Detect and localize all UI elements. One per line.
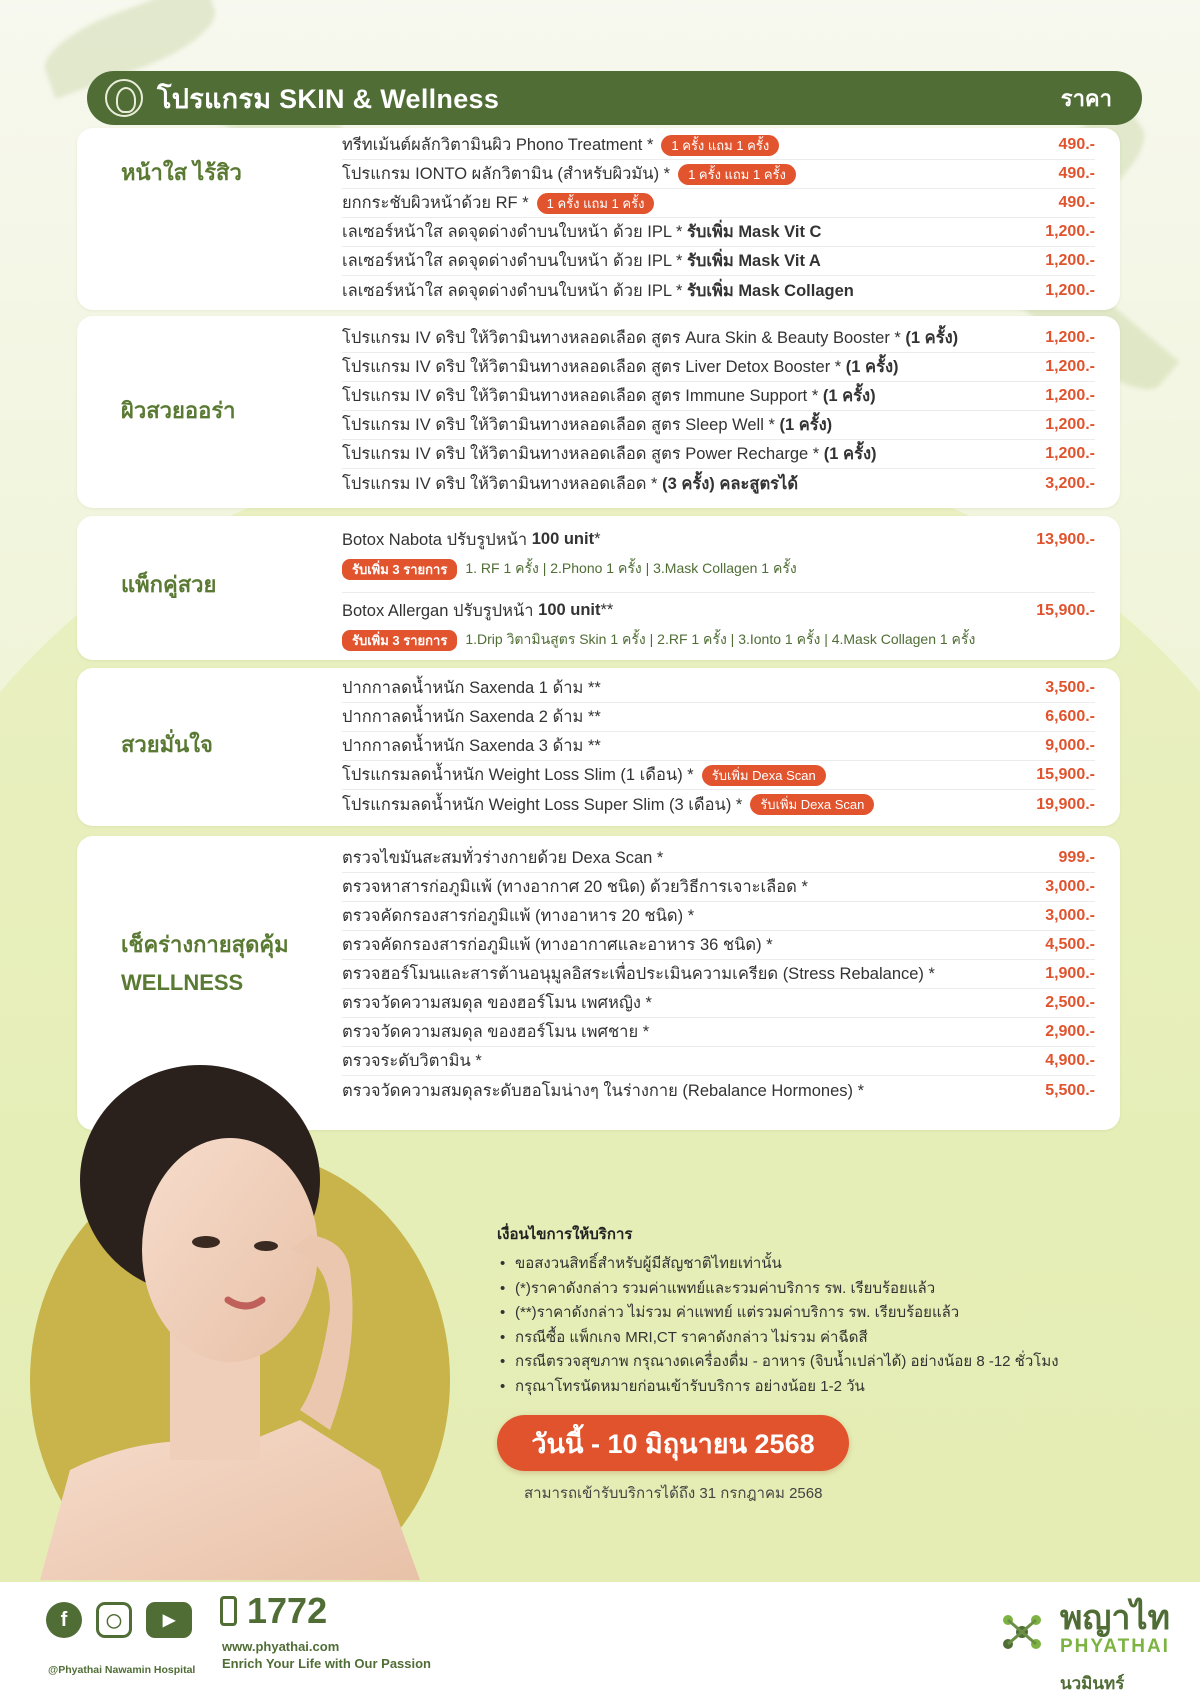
section-card-clear-skin [77, 128, 1120, 310]
price-row: โปรแกรม IONTO ผลักวิตามิน (สำหรับผิวมัน) * 1 ครั้ง แถม 1 ครั้ง 490.- [342, 160, 1095, 189]
bonus-badge: รับเพิ่ม 3 รายการ [342, 559, 457, 580]
section-title: ผิวสวยออร่า [121, 398, 236, 423]
social-handle: @Phyathai Nawamin Hospital [48, 1664, 196, 1676]
price-value: 1,900.- [1045, 965, 1095, 982]
price-column-label: ราคา [1060, 85, 1112, 111]
condition-item: • ขอสงวนสิทธิ์สำหรับผู้มีสัญชาติไทยเท่านั้น [497, 1252, 1137, 1277]
price-row: ปากกาลดน้ำหนัก Saxenda 3 ด้าม ** 9,000.- [342, 732, 1095, 761]
divider [342, 592, 1095, 593]
promo-badge: 1 ครั้ง แถม 1 ครั้ง [678, 164, 796, 185]
price-value: 5,500.- [1045, 1081, 1095, 1099]
promo-badge: รับเพิ่ม Dexa Scan [702, 765, 826, 786]
condition-item: • กรณีตรวจสุขภาพ กรุณางดเครื่องดื่ม - อาหาร (จิบน้ำเปล่าได้) อย่างน้อย 8 -12 ชั่วโมง [497, 1350, 1137, 1375]
bonus-detail: รับเพิ่ม 3 รายการ 1.Drip วิตามินสูตร Skin 1 ครั้ง | 2.RF 1 ครั้ง | 3.Ionto 1 ครั้ง | 4.Mask Collagen 1 ครั้ง [342, 629, 975, 651]
model-portrait-image [0, 1050, 470, 1580]
price-value: 490.- [1058, 136, 1095, 153]
service-deadline-note: สามารถเข้ารับบริการได้ถึง 31 กรกฎาคม 2568 [524, 1485, 823, 1502]
price-row: ปากกาลดน้ำหนัก Saxenda 2 ด้าม ** 6,600.- [342, 703, 1095, 732]
price-row: ยกกระชับผิวหน้าด้วย RF * 1 ครั้ง แถม 1 ครั้ง 490.- [342, 189, 1095, 218]
bonus-detail: รับเพิ่ม 3 รายการ 1. RF 1 ครั้ง | 2.Phono 1 ครั้ง | 3.Mask Collagen 1 ครั้ง [342, 558, 797, 580]
price-value: 1,200.- [1045, 445, 1095, 462]
face-care-icon [105, 79, 143, 117]
price-row: ตรวจคัดกรองสารก่อภูมิแพ้ (ทางอากาศและอาหาร 36 ชนิด) * 4,500.- [342, 931, 1095, 960]
website-block [222, 1638, 431, 1672]
price-value: 1,200.- [1045, 416, 1095, 433]
instagram-icon[interactable]: ◯ [96, 1602, 132, 1638]
section-card-aura-skin [77, 316, 1120, 508]
phone-icon [220, 1596, 237, 1626]
program-header [87, 71, 1142, 125]
condition-item: • กรณีซื้อ แพ็กเกจ MRI,CT ราคาดังกล่าว ไม่รวม ค่าฉีดสี [497, 1326, 1137, 1351]
condition-item: • กรุณาโทรนัดหมายก่อนเข้ารับบริการ อย่างน้อย 1-2 วัน [497, 1375, 1137, 1400]
price-value: 15,900.- [1036, 766, 1095, 783]
promo-badge: รับเพิ่ม Dexa Scan [750, 794, 874, 815]
section-card-beauty-pack [77, 516, 1120, 660]
price-value: 6,600.- [1045, 708, 1095, 725]
promotion-date-pill: วันนี้ - 10 มิถุนายน 2568 [497, 1415, 849, 1471]
price-row: ตรวจวัดความสมดุลระดับฮอโมน่างๆ ในร่างกาย (Rebalance Hormones) * 5,500.- [342, 1081, 1095, 1100]
phyathai-logo-icon [998, 1610, 1046, 1654]
price-value: 1,200.- [1045, 252, 1095, 269]
bonus-badge: รับเพิ่ม 3 รายการ [342, 630, 457, 651]
price-value: 4,900.- [1045, 1052, 1095, 1069]
price-value: 490.- [1058, 165, 1095, 182]
price-row: เลเซอร์หน้าใส ลดจุดด่างดำบนใบหน้า ด้วย IPL * รับเพิ่ม Mask Vit A 1,200.- [342, 247, 1095, 276]
price-value: 2,900.- [1045, 1023, 1095, 1040]
brand-name-thai: พญาไท [1060, 1599, 1170, 1637]
price-value: 999.- [1058, 849, 1095, 866]
price-value: 1,200.- [1045, 358, 1095, 375]
hotline-number: 1772 [247, 1590, 328, 1631]
price-row: โปรแกรม IV ดริป ให้วิตามินทางหลอดเลือด สูตร Immune Support * (1 ครั้ง) 1,200.- [342, 382, 1095, 411]
price-row: ตรวจคัดกรองสารก่อภูมิแพ้ (ทางอาหาร 20 ชนิด) * 3,000.- [342, 902, 1095, 931]
price-row: ตรวจระดับวิตามิน * 4,900.- [342, 1047, 1095, 1076]
price-value: 3,500.- [1045, 679, 1095, 696]
conditions-title: เงื่อนไขการให้บริการ [497, 1226, 633, 1243]
price-row: โปรแกรม IV ดริป ให้วิตามินทางหลอดเลือด สูตร Power Recharge * (1 ครั้ง) 1,200.- [342, 440, 1095, 469]
facebook-icon[interactable]: f [46, 1602, 82, 1638]
price-value: 1,200.- [1045, 387, 1095, 404]
service-conditions [497, 1222, 1137, 1399]
price-row: Botox Allergan ปรับรูปหน้า 100 unit ** 15,900.- [342, 601, 1095, 620]
section-title: เช็คร่างกายสุดคุ้ม [121, 932, 289, 957]
promo-badge: 1 ครั้ง แถม 1 ครั้ง [661, 135, 779, 156]
price-value: 3,000.- [1045, 907, 1095, 924]
price-row: ตรวจหาสารก่อภูมิแพ้ (ทางอากาศ 20 ชนิด) ด้วยวิธีการเจาะเลือด * 3,000.- [342, 873, 1095, 902]
youtube-icon[interactable]: ▶ [146, 1602, 192, 1638]
promo-badge: 1 ครั้ง แถม 1 ครั้ง [537, 193, 655, 214]
price-value: 3,200.- [1045, 474, 1095, 492]
price-value: 19,900.- [1036, 795, 1095, 813]
website-link[interactable]: www.phyathai.com [222, 1639, 340, 1654]
price-value: 4,500.- [1045, 936, 1095, 953]
social-links [46, 1602, 192, 1638]
price-row: โปรแกรมลดน้ำหนัก Weight Loss Slim (1 เดือน) * รับเพิ่ม Dexa Scan 15,900.- [342, 761, 1095, 790]
section-title: แพ็กคู่สวย [121, 572, 217, 597]
hotline[interactable] [220, 1590, 327, 1632]
condition-item: • (**)ราคาดังกล่าว ไม่รวม ค่าแพทย์ แต่รวมค่าบริการ รพ. เรียบร้อยแล้ว [497, 1301, 1137, 1326]
branch-name: นวมินทร์ [1060, 1674, 1125, 1693]
price-value: 1,200.- [1045, 223, 1095, 240]
price-row: ปากกาลดน้ำหนัก Saxenda 1 ด้าม ** 3,500.- [342, 674, 1095, 703]
program-title: โปรแกรม SKIN & Wellness [157, 83, 500, 114]
price-value: 13,900.- [1036, 530, 1095, 548]
price-value: 15,900.- [1036, 601, 1095, 619]
price-row: ตรวจวัดความสมดุล ของฮอร์โมน เพศหญิง * 2,500.- [342, 989, 1095, 1018]
price-value: 3,000.- [1045, 878, 1095, 895]
price-value: 1,200.- [1045, 281, 1095, 299]
price-value: 1,200.- [1045, 329, 1095, 346]
price-row: ตรวจไขมันสะสมทั่วร่างกายด้วย Dexa Scan * 999.- [342, 844, 1095, 873]
section-subtitle: WELLNESS [121, 970, 244, 995]
price-row: เลเซอร์หน้าใส ลดจุดด่างดำบนใบหน้า ด้วย IPL * รับเพิ่ม Mask Vit C 1,200.- [342, 218, 1095, 247]
slogan: Enrich Your Life with Our Passion [222, 1656, 431, 1671]
price-value: 9,000.- [1045, 737, 1095, 754]
price-row: โปรแกรม IV ดริป ให้วิตามินทางหลอดเลือด * (3 ครั้ง) คละสูตรได้ 3,200.- [342, 474, 1095, 493]
price-row: Botox Nabota ปรับรูปหน้า 100 unit * 13,900.- [342, 530, 1095, 549]
section-title: หน้าใส ไร้สิว [121, 160, 242, 185]
price-row: โปรแกรม IV ดริป ให้วิตามินทางหลอดเลือด สูตร Aura Skin & Beauty Booster * (1 ครั้ง) 1,200.- [342, 324, 1095, 353]
price-row: ตรวจวัดความสมดุล ของฮอร์โมน เพศชาย * 2,900.- [342, 1018, 1095, 1047]
price-row: ทรีทเม้นต์ผลักวิตามินผิว Phono Treatment * 1 ครั้ง แถม 1 ครั้ง 490.- [342, 131, 1095, 160]
phyathai-brand [1060, 1600, 1170, 1697]
section-card-confidence [77, 668, 1120, 826]
price-row: โปรแกรม IV ดริป ให้วิตามินทางหลอดเลือด สูตร Sleep Well * (1 ครั้ง) 1,200.- [342, 411, 1095, 440]
footer [0, 1582, 1200, 1700]
brand-name-english: PHYATHAI [1060, 1636, 1170, 1657]
price-row: ตรวจฮอร์โมนและสารต้านอนุมูลอิสระเพื่อประเมินความเครียด (Stress Rebalance) * 1,900.- [342, 960, 1095, 989]
condition-item: • (*)ราคาดังกล่าว รวมค่าแพทย์และรวมค่าบริการ รพ. เรียบร้อยแล้ว [497, 1277, 1137, 1302]
price-value: 490.- [1058, 194, 1095, 211]
price-value: 2,500.- [1045, 994, 1095, 1011]
price-row: เลเซอร์หน้าใส ลดจุดด่างดำบนใบหน้า ด้วย IPL * รับเพิ่ม Mask Collagen 1,200.- [342, 281, 1095, 300]
section-title: สวยมั่นใจ [121, 732, 213, 757]
price-row: โปรแกรม IV ดริป ให้วิตามินทางหลอดเลือด สูตร Liver Detox Booster * (1 ครั้ง) 1,200.- [342, 353, 1095, 382]
price-row: โปรแกรมลดน้ำหนัก Weight Loss Super Slim (3 เดือน) * รับเพิ่ม Dexa Scan 19,900.- [342, 795, 1095, 814]
